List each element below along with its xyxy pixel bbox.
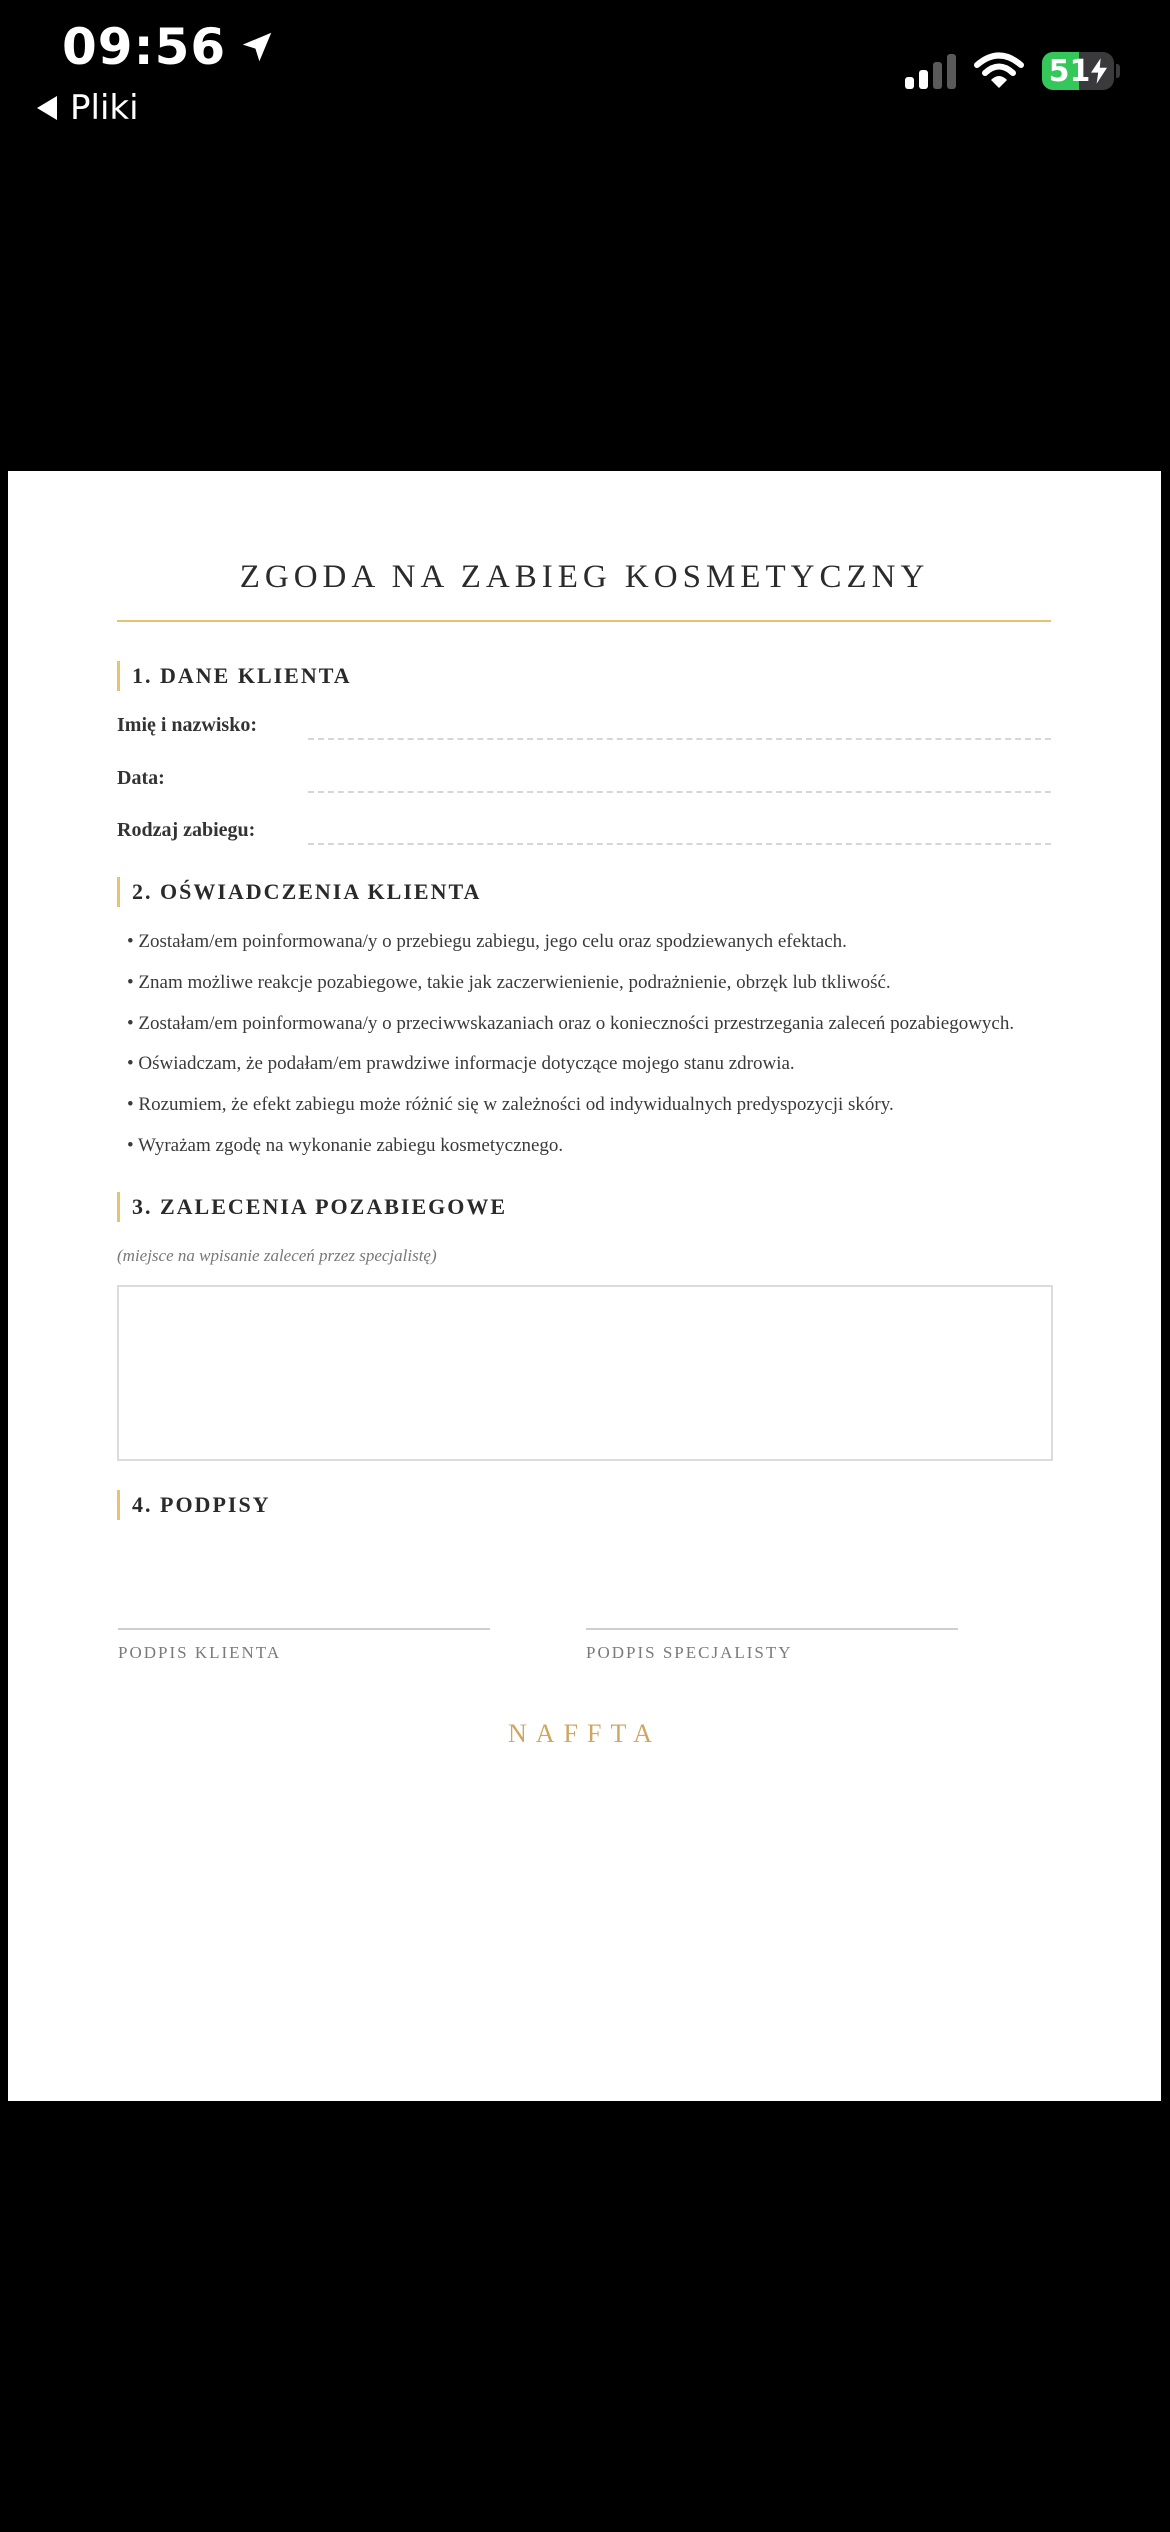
status-indicators [905,52,1120,90]
specialist-signature-label: PODPIS SPECJALISTY [586,1643,793,1662]
statement-item: • Znam możliwe reakcje pozabiegowe, takie jak zaczerwienienie, podrażnienie, obrzęk lub tkliwość. [127,972,891,993]
client-signature-label: PODPIS KLIENTA [118,1643,282,1662]
section-client-data-heading: 1. DANE KLIENTA [117,661,352,691]
statement-item: • Zostałam/em poinformowana/y o przebiegu zabiegu, jego celu oraz spodziewanych efektach. [127,931,847,952]
field-line-date[interactable] [308,791,1051,793]
back-triangle-icon [36,96,58,120]
document-title: ZGODA NA ZABIEG KOSMETYCZNY [239,559,930,595]
field-line-name[interactable] [308,738,1051,740]
signal-icon [905,53,956,89]
section-aftercare-heading: 3. ZALECENIA POZABIEGOWE [117,1192,507,1222]
field-line-treatment[interactable] [308,843,1051,845]
document-page [8,471,1161,2101]
aftercare-hint: (miejsce na wpisanie zaleceń przez specjalistę) [117,1246,437,1265]
back-to-files-link[interactable] [36,88,139,128]
statement-item: • Zostałam/em poinformowana/y o przeciwwskazaniach oraz o konieczności przestrzegania zaleceń pozabiegowych. [127,1013,1015,1034]
title-divider [117,620,1051,622]
wifi-icon [974,52,1024,90]
field-label-date: Data: [117,767,165,789]
statement-item: • Oświadczam, że podałam/em prawdziwe informacje dotyczące mojego stanu zdrowia. [127,1053,795,1074]
battery-nub [1116,64,1120,78]
field-label-treatment: Rodzaj zabiegu: [117,819,256,841]
status-time [62,18,276,76]
charging-bolt-icon [1091,58,1107,84]
section-statements-heading: 2. OŚWIADCZENIA KLIENTA [117,877,481,907]
battery-level [1049,54,1108,89]
battery-icon [1042,52,1114,90]
back-link-label: Pliki [70,88,139,128]
specialist-signature-line[interactable] [586,1628,958,1630]
clock-text: 09:56 [62,18,227,76]
aftercare-notes-box[interactable] [117,1285,1053,1461]
statement-item: • Rozumiem, że efekt zabiegu może różnić się w zależności od indywidualnych predyspozycji skóry. [127,1094,894,1115]
section-signatures-heading: 4. PODPISY [117,1490,271,1520]
location-arrow-icon [238,28,276,66]
field-label-name: Imię i nazwisko: [117,714,257,736]
battery-percent: 51 [1048,53,1091,89]
statement-item: • Wyrażam zgodę na wykonanie zabiegu kosmetycznego. [127,1135,564,1156]
brand-logo: NAFFTA [507,1719,662,1748]
client-signature-line[interactable] [118,1628,490,1630]
